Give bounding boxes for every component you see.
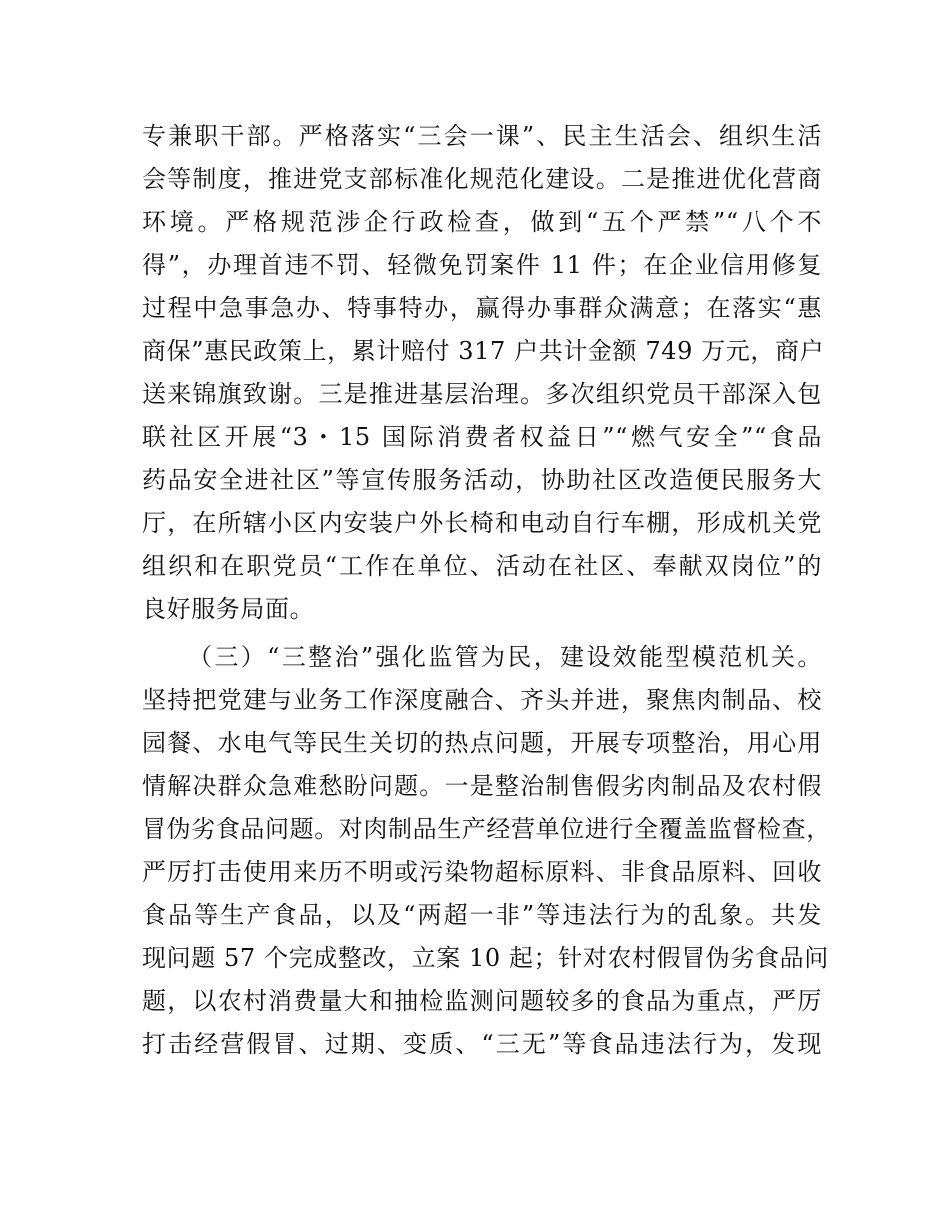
text-line: 得”，办理首违不罚、轻微免罚案件 11 件；在企业信用修复: [142, 251, 822, 279]
text-line: 冒伪劣食品问题。对肉制品生产经营单位进行全覆盖监督检查，: [142, 815, 831, 843]
text-line: 厅，在所辖小区内安装户外长椅和电动自行车棚，形成机关党: [142, 509, 822, 537]
text-line: 药品安全进社区”等宣传服务活动，协助社区改造便民服务大: [142, 466, 822, 494]
text-line: 联社区开展“3・15 国际消费者权益日”“燃气安全”“食品: [142, 423, 822, 451]
text-line: 题，以农村消费量大和抽检监测问题较多的食品为重点，严厉: [142, 987, 822, 1015]
section-heading-line: （三）“三整治”强化监管为民，建设效能型模范机关。: [188, 643, 822, 671]
text-line: 专兼职干部。严格落实“三会一课”、民主生活会、组织生活: [142, 122, 822, 150]
text-line: 情解决群众急难愁盼问题。一是整治制售假劣肉制品及农村假: [142, 772, 822, 800]
text-line: 良好服务局面。: [142, 595, 315, 623]
text-line: 园餐、水电气等民生关切的热点问题，开展专项整治，用心用: [142, 729, 822, 757]
text-line: 环境。严格规范涉企行政检查，做到“五个严禁”“八个不: [142, 208, 822, 236]
text-line: 送来锦旗致谢。三是推进基层治理。多次组织党员干部深入包: [142, 380, 822, 408]
text-line: 严厉打击使用来历不明或污染物超标原料、非食品原料、回收: [142, 858, 822, 886]
text-line: 商保”惠民政策上，累计赔付 317 户共计金额 749 万元，商户: [142, 337, 825, 365]
text-line: 食品等生产食品，以及“两超一非”等违法行为的乱象。共发: [142, 901, 822, 929]
text-line: 过程中急事急办、特事特办，赢得办事群众满意；在落实“惠: [142, 294, 822, 322]
text-line: 组织和在职党员“工作在单位、活动在社区、奉献双岗位”的: [142, 552, 822, 580]
text-line: 打击经营假冒、过期、变质、“三无”等食品违法行为，发现: [142, 1030, 822, 1058]
text-line: 现问题 57 个完成整改，立案 10 起；针对农村假冒伪劣食品问: [142, 944, 829, 972]
text-line: 会等制度，推进党支部标准化规范化建设。二是推进优化营商: [142, 165, 822, 193]
text-line: 坚持把党建与业务工作深度融合、齐头并进，聚焦肉制品、校: [142, 686, 822, 714]
